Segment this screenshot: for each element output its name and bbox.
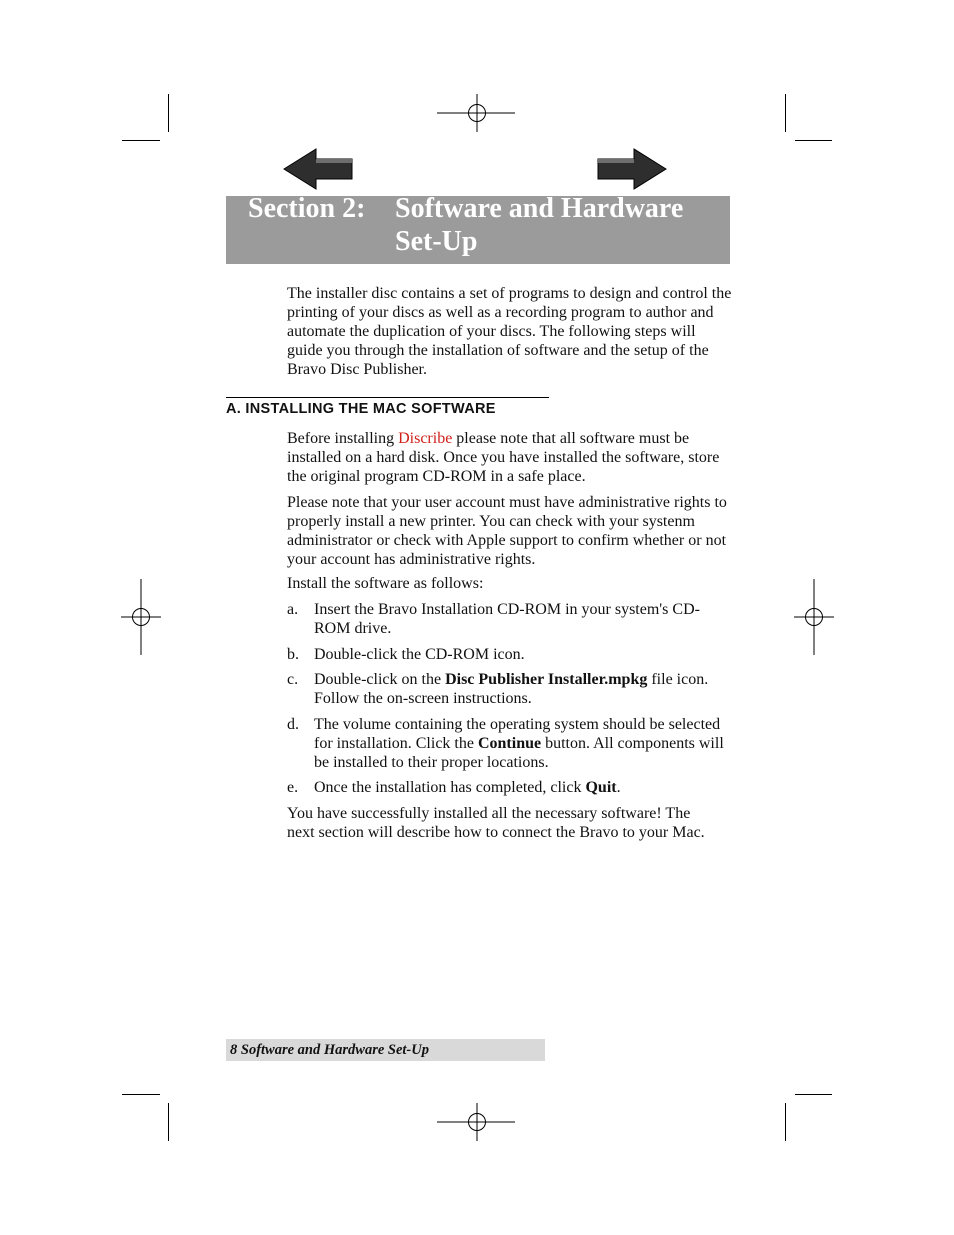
- paragraph-before-installing-rest: please note that all software must be installed on a hard disk. Once you have installed the software, store the original program CD-ROM in a safe place.: [287, 430, 720, 485]
- section-number: Section 2:: [248, 193, 366, 224]
- step-text: Double-click the CD-ROM icon.: [314, 646, 525, 663]
- registration-mark-right: [794, 579, 834, 655]
- subsection-heading-rule: [226, 397, 549, 398]
- right-arrow-icon[interactable]: [596, 147, 668, 191]
- paragraph-install-as-follows: Install the software as follows:: [287, 575, 484, 592]
- crop-mark-bottom-right-horizontal: [795, 1094, 832, 1095]
- registration-mark-top: [437, 94, 517, 132]
- step-letter: b.: [287, 646, 299, 663]
- step-text: Insert the Bravo Installation CD-ROM in your system's CD-ROM drive.: [314, 601, 700, 637]
- list-item-step-d: [287, 715, 732, 775]
- step-text: [314, 715, 729, 772]
- quit-button-reference: Quit: [585, 779, 617, 796]
- paragraph-admin-rights: Please note that your user account must have administrative rights to properly install a new printer. You can check with your systenm administrator or check with Apple support to confirm whether or not your account has administrative rights.: [287, 494, 727, 568]
- subsection-heading: A. INSTALLING THE MAC SOFTWARE: [226, 401, 496, 417]
- step-text-rest: button. All components will be installed to their proper locations.: [314, 735, 724, 771]
- step-text: [314, 778, 729, 797]
- registration-mark-left: [121, 579, 161, 655]
- paragraph-before-installing-lead: Before installing: [287, 430, 399, 447]
- crop-mark-bottom-left-horizontal: [122, 1094, 160, 1095]
- step-text-rest: .: [616, 779, 621, 796]
- left-arrow-icon[interactable]: [282, 147, 354, 191]
- step-text: [314, 670, 729, 708]
- paragraph-before-installing: [287, 429, 732, 486]
- crop-mark-top-left-vertical: [168, 94, 169, 132]
- step-letter: c.: [287, 671, 299, 688]
- step-text-lead: Double-click on the: [314, 671, 446, 688]
- paragraph-closing: You have successfully installed all the necessary software! The next section will describe how to connect the Bravo to your Mac.: [287, 805, 705, 841]
- step-letter: a.: [287, 601, 299, 618]
- discribe-link[interactable]: Discribe: [398, 430, 453, 447]
- crop-mark-top-left-horizontal: [122, 140, 160, 141]
- step-text-lead: The volume containing the operating system should be selected for installation. Click the: [314, 716, 721, 752]
- step-text-lead: Once the installation has completed, click: [314, 779, 586, 796]
- continue-button-reference: Continue: [477, 735, 542, 752]
- intro-paragraph: The installer disc contains a set of programs to design and control the printing of your discs as well as a recording program to author and automate the duplication of your discs. The following steps will guide you through the installation of software and the setup of the Bravo Disc Publisher.: [287, 285, 732, 378]
- section-title: Software and Hardware Set-Up: [395, 193, 684, 257]
- list-item-step-b: [287, 645, 732, 665]
- list-item-step-e: [287, 778, 732, 798]
- step-text-rest: file icon. Follow the on-screen instructions.: [314, 671, 709, 707]
- list-item-step-c: [287, 670, 732, 710]
- crop-mark-top-right-horizontal: [795, 140, 832, 141]
- step-letter: e.: [287, 779, 299, 796]
- registration-mark-bottom: [437, 1103, 517, 1141]
- crop-mark-bottom-left-vertical: [168, 1103, 169, 1141]
- page-footer: 8 Software and Hardware Set-Up: [230, 1042, 429, 1058]
- crop-mark-bottom-right-vertical: [785, 1103, 786, 1141]
- step-letter: d.: [287, 716, 299, 733]
- installer-filename: Disc Publisher Installer.mpkg: [445, 671, 648, 688]
- crop-mark-top-right-vertical: [785, 94, 786, 132]
- list-item-step-a: [287, 600, 732, 640]
